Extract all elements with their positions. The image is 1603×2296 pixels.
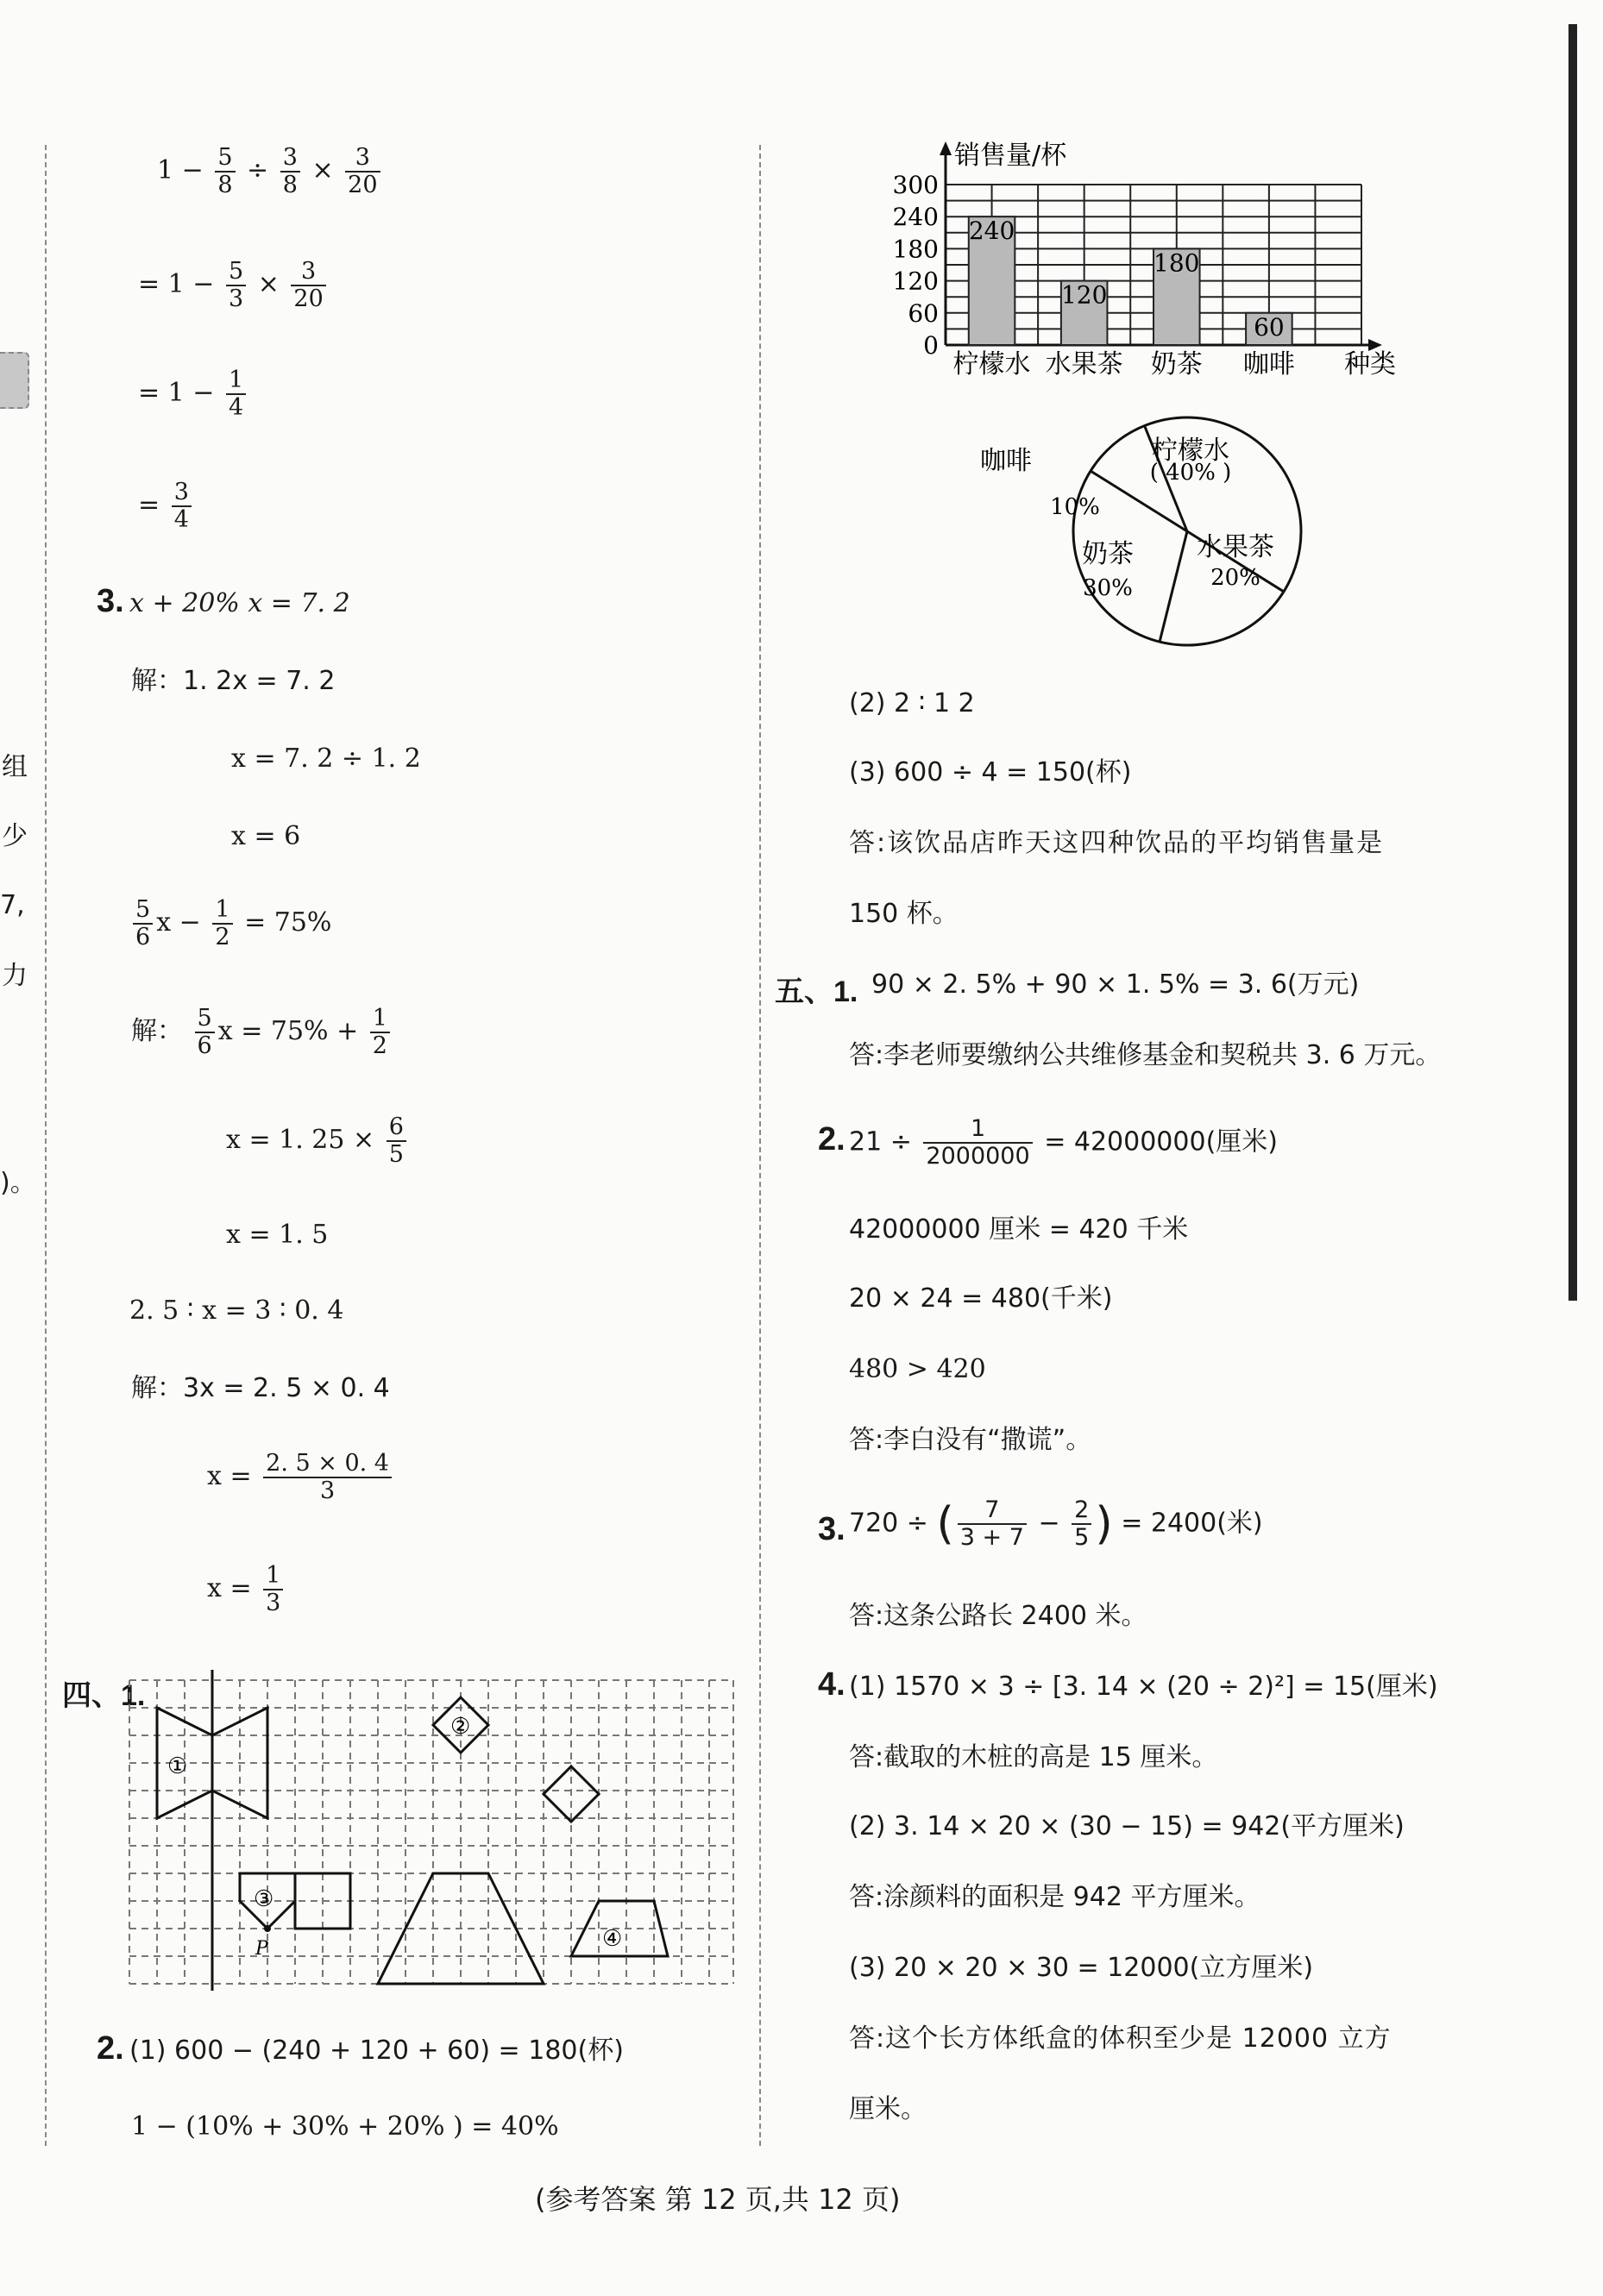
right-edge-bar <box>1568 24 1577 1301</box>
fraction: $\frac{1}{3}$ <box>263 1563 283 1616</box>
equation-3-solution: 解：3x = 2. 5 × 0. 4 <box>131 1373 390 1403</box>
q5-4-answer-1: 答:截取的木桩的高是 15 厘米。 <box>849 1742 1218 1772</box>
y-axis-arrow <box>940 141 952 155</box>
y-tick-label: 0 <box>923 331 939 360</box>
pie-slice-name: 柠檬水 <box>1152 436 1229 466</box>
edge-char-4: 力 <box>2 961 28 991</box>
answer-3-text: 答:该饮品店昨天这四种饮品的平均销售量是 <box>849 828 1385 858</box>
y-tick-label: 240 <box>892 203 939 232</box>
q5-4-line-2: (2) 3. 14 × 20 × (30 − 15) = 942(平方厘米) <box>849 1811 1405 1841</box>
q2-line-2: 1 − (10% + 30% + 20% ) = 40% <box>131 2111 559 2142</box>
fraction: $\frac{3}{20}$ <box>291 259 325 312</box>
calc-line-2: = 1 − $\frac{5}{3}$ × $\frac{3}{20}$ <box>138 259 330 312</box>
q3-equation: x + 20% x = 7. 2 <box>129 588 350 618</box>
answer-2: (2) 2 ∶ 1 2 <box>849 688 975 718</box>
fraction: $\frac{2. 5 \times 0. 4}{3}$ <box>263 1451 392 1504</box>
equation-3-step: x = $\frac{2. 5 \times 0. 4}{3}$ <box>207 1451 395 1504</box>
q5-1-calc: 90 × 2. 5% + 90 × 1. 5% = 3. 6(万元) <box>871 969 1360 1000</box>
fraction: $\frac{7}{3 + 7}$ <box>958 1497 1027 1551</box>
y-tick-label: 180 <box>892 235 939 264</box>
answer-3: (3) 600 ÷ 4 = 150(杯) <box>849 757 1132 787</box>
answer-3-text-cont: 150 杯。 <box>849 899 959 929</box>
chart-y-title: 销售量/杯 <box>954 141 1067 171</box>
bar-value-label: 120 <box>1060 280 1108 310</box>
q5-4-answer-3: 答:这个长方体纸盒的体积至少是 12000 立方 <box>849 2023 1392 2054</box>
pie-slice-percent: 30% <box>1083 575 1133 601</box>
left-margin-dashed-line <box>45 145 47 2146</box>
category-label: 咖啡 <box>1242 349 1295 380</box>
sales-pie-chart <box>980 414 1337 664</box>
fraction: $\frac{3}{20}$ <box>345 145 380 198</box>
pie-slice-name: 水果茶 <box>1197 532 1274 562</box>
fraction: $\frac{3}{8}$ <box>280 145 300 198</box>
q5-2-answer: 答:李白没有“撒谎”。 <box>849 1425 1092 1455</box>
pie-slice-percent: 20% <box>1210 565 1260 591</box>
q5-2-line-4: 480 > 420 <box>849 1354 986 1384</box>
left-gray-tab <box>0 352 29 409</box>
question-number-3: 3. <box>97 583 124 619</box>
transformation-grid <box>129 1680 742 1992</box>
q5-4-number: 4. <box>818 1666 846 1703</box>
q3-solution-2: x = 7. 2 ÷ 1. 2 <box>231 743 421 774</box>
edge-char-2: 少 <box>2 821 28 851</box>
bar-value-label: 240 <box>968 216 1015 246</box>
q3-solution-1: 解：1. 2x = 7. 2 <box>131 666 336 696</box>
shape-label-2: ② <box>450 1714 471 1740</box>
pie-slice-percent: ( 40% ) <box>1149 460 1232 486</box>
fraction: $\frac{6}{5}$ <box>387 1114 406 1168</box>
fraction: $\frac{5}{8}$ <box>215 145 235 198</box>
calc-line-3: = 1 − $\frac{1}{4}$ <box>138 367 249 421</box>
equation-2-solution: 解： $\frac{5}{6}$ x = 75% + $\frac{1}{2}$ <box>131 1006 393 1059</box>
calc-line-4: = $\frac{3}{4}$ <box>138 480 195 533</box>
shape-label-1: ① <box>167 1753 188 1779</box>
q5-1-answer: 答:李老师要缴纳公共维修基金和契税共 3. 6 万元。 <box>849 1040 1442 1070</box>
q5-3-answer: 答:这条公路长 2400 米。 <box>849 1601 1147 1631</box>
q5-4-answer-2: 答:涂颜料的面积是 942 平方厘米。 <box>849 1882 1260 1912</box>
question-number-2: 2. <box>97 2030 124 2067</box>
fraction: $\frac{3}{4}$ <box>172 480 192 533</box>
y-tick-label: 60 <box>908 298 939 328</box>
q5-3-calc: 720 ÷ ( $\frac{7}{3 + 7}$ − $\frac{2}{5}$ ) = 2400(米) <box>849 1496 1263 1551</box>
sales-bar-chart <box>871 129 1424 388</box>
chart-x-title: 种类 <box>1344 349 1396 380</box>
q5-2-line-2: 42000000 厘米 = 420 千米 <box>849 1214 1189 1245</box>
y-tick-label: 120 <box>892 267 939 296</box>
fraction: $\frac{1}{4}$ <box>226 367 246 421</box>
q5-3-number: 3. <box>818 1511 846 1547</box>
column-divider-dashed-line <box>759 145 761 2146</box>
shape-label-3: ③ <box>254 1886 274 1912</box>
bar-value-label: 60 <box>1254 312 1285 342</box>
edge-char-5: )。 <box>0 1168 36 1198</box>
fraction: $\frac{1}{2000000}$ <box>923 1116 1032 1170</box>
fraction: $\frac{5}{3}$ <box>226 259 246 312</box>
edge-char-1: 组 <box>2 752 28 782</box>
section-5-heading: 五、1. <box>775 975 858 1008</box>
equation-2-step: x = 1. 25 × $\frac{6}{5}$ <box>226 1114 410 1168</box>
q5-2-line-3: 20 × 24 = 480(千米) <box>849 1283 1113 1314</box>
q5-2-calc: 21 ÷ $\frac{1}{2000000}$ = 42000000(厘米) <box>849 1115 1278 1170</box>
category-label: 奶茶 <box>1150 349 1203 380</box>
fraction: $\frac{1}{2}$ <box>212 897 232 950</box>
fraction: $\frac{5}{6}$ <box>133 897 153 950</box>
pie-slice-name: 咖啡 <box>980 446 1032 476</box>
fraction: $\frac{1}{2}$ <box>370 1006 390 1059</box>
y-tick-label: 300 <box>892 171 939 199</box>
calc-line-1: 1 − $\frac{5}{8}$ ÷ $\frac{3}{8}$ × $\frac{3}{20}$ <box>157 145 384 198</box>
point-p-label: P <box>255 1938 268 1960</box>
equation-3-result: x = $\frac{1}{3}$ <box>207 1563 286 1616</box>
bar-value-label: 180 <box>1154 248 1200 278</box>
fraction: $\frac{5}{6}$ <box>195 1006 215 1059</box>
category-label: 水果茶 <box>1045 349 1123 380</box>
q5-2-number: 2. <box>818 1121 846 1157</box>
equation-3: 2. 5 ∶ x = 3 ∶ 0. 4 <box>129 1295 344 1326</box>
equation-2: $\frac{5}{6}$ x − $\frac{1}{2}$ = 75% <box>129 897 331 950</box>
edge-char-3: 7, <box>0 890 25 920</box>
pie-slice-name: 奶茶 <box>1082 539 1134 569</box>
category-label: 柠檬水 <box>952 349 1031 380</box>
fraction: $\frac{2}{5}$ <box>1072 1497 1091 1551</box>
q5-4-line-3: (3) 20 × 20 × 30 = 12000(立方厘米) <box>849 1953 1314 1983</box>
q2-line-1: (1) 600 − (240 + 120 + 60) = 180(杯) <box>129 2036 624 2066</box>
page-footer: (参考答案 第 12 页,共 12 页) <box>535 2183 901 2216</box>
pie-slice-percent: 10% <box>1050 494 1100 520</box>
q3-solution-3: x = 6 <box>231 821 301 851</box>
shape-label-4: ④ <box>602 1926 623 1952</box>
section-4-heading: 四、1. <box>62 1679 146 1712</box>
equation-2-result: x = 1. 5 <box>226 1220 329 1250</box>
q5-4-line-1: (1) 1570 × 3 ÷ [3. 14 × (20 ÷ 2)²] = 15(厘米) <box>849 1672 1438 1702</box>
q5-4-answer-3-cont: 厘米。 <box>849 2094 927 2124</box>
